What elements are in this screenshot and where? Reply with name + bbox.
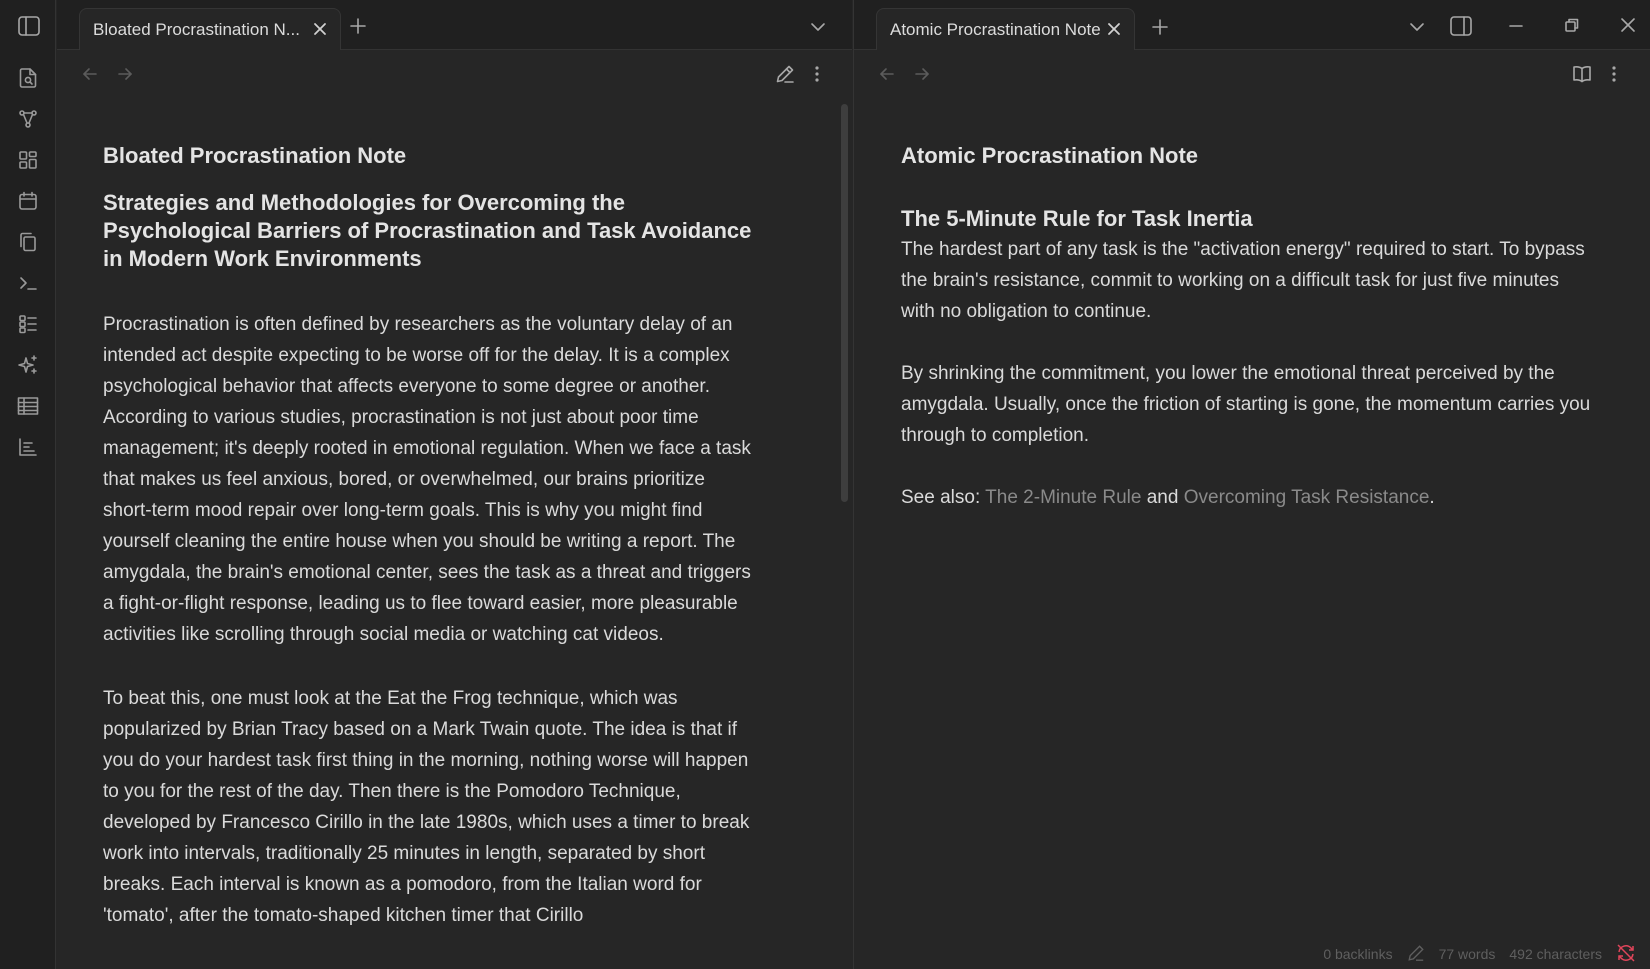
- edit-status-pencil-icon[interactable]: [1407, 944, 1425, 965]
- close-tab-icon[interactable]: [1106, 21, 1122, 37]
- copy-file-icon[interactable]: [15, 229, 41, 255]
- note-title[interactable]: Atomic Procrastination Note: [901, 143, 1199, 168]
- note-heading: Strategies and Methodologies for Overcoming the Psychological Barriers of Procrastination and Task Avoidance in Modern Work Environments: [103, 190, 752, 271]
- character-count: 492 characters: [1509, 946, 1602, 962]
- note-heading: The 5-Minute Rule for Task Inertia: [901, 206, 1253, 231]
- see-also-line: [901, 482, 1591, 513]
- back-arrow-icon[interactable]: [79, 63, 101, 85]
- left-ribbon: [0, 0, 56, 969]
- chart-icon[interactable]: [15, 434, 41, 460]
- daily-note-icon[interactable]: [15, 188, 41, 214]
- tab-bloated-note[interactable]: [79, 8, 341, 50]
- new-tab-icon[interactable]: [1149, 16, 1171, 38]
- left-nav-bar: [57, 51, 852, 99]
- tab-list-chevron-down-icon[interactable]: [1406, 16, 1428, 38]
- see-also-prefix: See also:: [901, 487, 986, 508]
- tab-title: Atomic Procrastination Note: [890, 19, 1101, 39]
- forward-arrow-icon[interactable]: [911, 63, 933, 85]
- canvas-icon[interactable]: [15, 147, 41, 173]
- tab-list-chevron-down-icon[interactable]: [807, 16, 829, 38]
- close-window-icon[interactable]: [1616, 13, 1640, 37]
- left-editor-pane: [57, 0, 852, 969]
- right-note-content[interactable]: [901, 100, 1591, 513]
- back-arrow-icon[interactable]: [876, 63, 898, 85]
- word-count: 77 words: [1438, 946, 1496, 962]
- left-note-content[interactable]: [103, 100, 753, 931]
- reading-mode-book-icon[interactable]: [1570, 62, 1594, 86]
- right-editor-pane: [853, 0, 1650, 969]
- paragraph: To beat this, one must look at the Eat the Frog technique, which was popularized by Brian Tracy based on a Mark Twain quote. The idea is that if you do your hardest task first thing in the morning, nothing worse will happen to you for the rest of the day. Then there is the Pomodoro Technique, developed by Francesco Cirillo in the late 1980s, which uses a timer to break work into intervals, traditionally 25 minutes in length, separated by short breaks. Each interval is known as a pomodoro, from the Italian word for 'tomato', after the tomato-shaped kitchen timer that Cirillo: [103, 688, 750, 926]
- graph-view-icon[interactable]: [15, 106, 41, 132]
- tab-atomic-note[interactable]: [876, 8, 1135, 50]
- command-palette-icon[interactable]: [15, 270, 41, 296]
- status-bar: [1323, 939, 1650, 969]
- editor-scrollbar[interactable]: [841, 104, 848, 502]
- minimize-icon[interactable]: [1504, 14, 1528, 38]
- right-tab-bar: [854, 0, 1650, 50]
- table-icon[interactable]: [15, 393, 41, 419]
- paragraph: The hardest part of any task is the "activation energy" required to start. To bypass the brain's resistance, commit to working on a difficult task for just five minutes with no obligation to continue.: [901, 239, 1585, 322]
- see-also-conjunction: and: [1141, 487, 1184, 508]
- paragraph: Procrastination is often defined by researchers as the voluntary delay of an intended act despite expecting to be worse off for the delay. It is a complex psychological behavior that affects everyone to some degree or another. According to various studies, procrastination is not just about poor time management; it's deeply rooted in emotional regulation. When we face a task that makes us feel anxious, bored, or overwhelmed, our brains prioritize short-term mood repair over long-term goals. This is why you might find yourself cleaning the entire house when you should be writing a report. The amygdala, the brain's emotional center, sees the task as a threat and triggers a fight-or-flight response, leading us to flee toward easier, more pleasurable activities like scrolling through social media or watching cat videos.: [103, 314, 751, 645]
- sidebar-toggle-icon[interactable]: [16, 14, 42, 38]
- link-overcoming-task-resistance[interactable]: Overcoming Task Resistance: [1183, 487, 1430, 508]
- link-two-minute-rule[interactable]: The 2-Minute Rule: [985, 487, 1142, 508]
- see-also-suffix: .: [1429, 487, 1435, 508]
- close-tab-icon[interactable]: [312, 21, 328, 37]
- more-options-icon[interactable]: [809, 62, 825, 86]
- right-sidebar-toggle-icon[interactable]: [1448, 14, 1474, 38]
- left-tab-bar: [57, 0, 852, 50]
- restore-window-icon[interactable]: [1560, 13, 1584, 37]
- tab-title: Bloated Procrastination N...: [93, 19, 300, 39]
- forward-arrow-icon[interactable]: [114, 63, 136, 85]
- backlinks-count[interactable]: 0 backlinks: [1323, 946, 1393, 962]
- sync-error-icon[interactable]: [1616, 944, 1636, 965]
- search-file-icon[interactable]: [15, 65, 41, 91]
- ai-sparkle-icon[interactable]: [15, 352, 41, 378]
- list-icon[interactable]: [15, 311, 41, 337]
- right-nav-bar: [854, 51, 1650, 99]
- paragraph: By shrinking the commitment, you lower the emotional threat perceived by the amygdala. Usually, once the friction of starting is gone, the momentum carries you through to completion.: [901, 363, 1591, 446]
- new-tab-icon[interactable]: [347, 15, 369, 37]
- more-options-icon[interactable]: [1606, 62, 1622, 86]
- edit-mode-pencil-icon[interactable]: [773, 62, 797, 86]
- note-title[interactable]: Bloated Procrastination Note: [103, 143, 407, 168]
